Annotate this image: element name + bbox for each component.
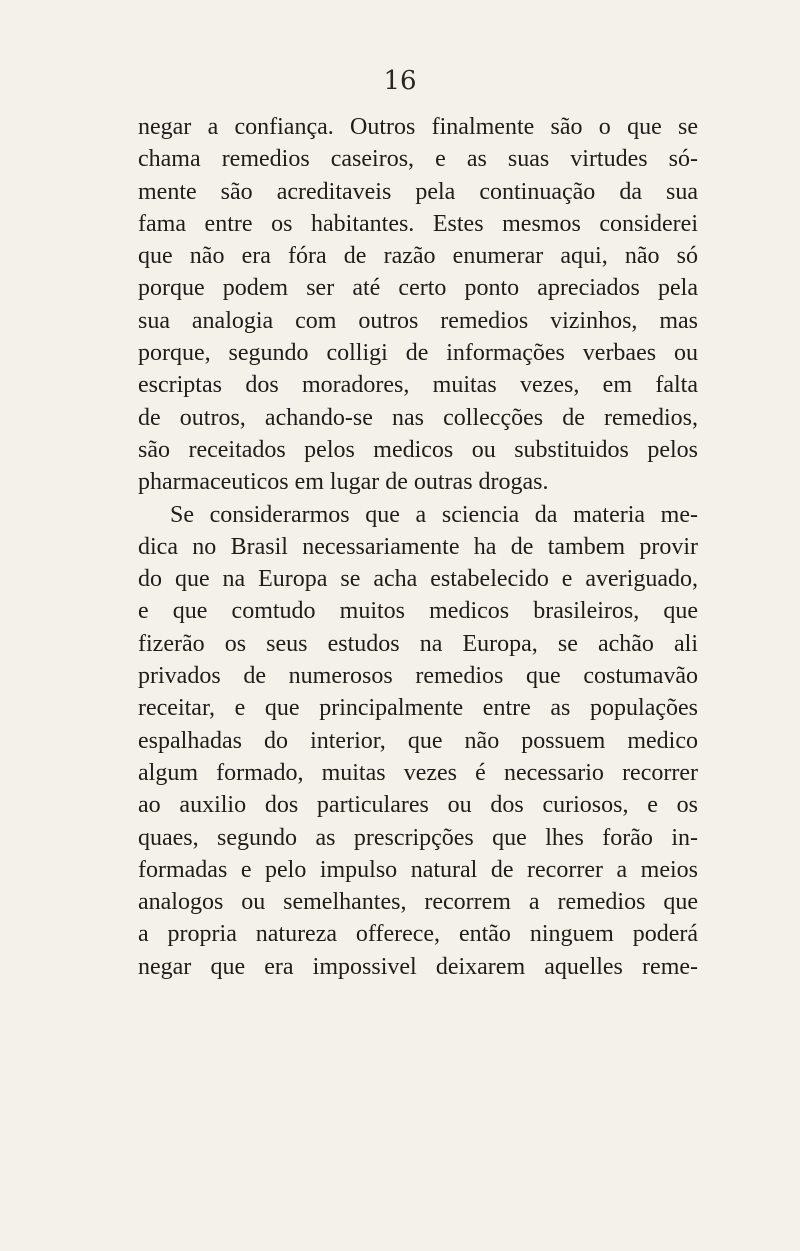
text-line: privados de numerosos remedios que costumavão [138,663,698,690]
text-line: a propria natureza offerece, então ninguem poderá [138,921,698,948]
text-line: do que na Europa se acha estabelecido e averiguado, [138,566,698,593]
text-line: de outros, achando-se nas collecções de remedios, [138,404,698,431]
text-line: mente são acreditaveis pela continuação da sua [138,178,698,205]
text-line: receitar, e que principalmente entre as populações [138,695,698,722]
text-line: sua analogia com outros remedios vizinhos, mas [138,307,698,334]
text-line: fama entre os habitantes. Estes mesmos considerei [138,210,698,237]
text-line: formadas e pelo impulso natural de recorrer a meios [138,856,698,883]
text-line: espalhadas do interior, que não possuem medico [138,727,698,754]
text-line-paragraph-start: Se considerarmos que a sciencia da materia me- [170,501,698,528]
text-line: e que comtudo muitos medicos brasileiros, que [138,598,698,625]
text-line: que não era fóra de razão enumerar aqui, não só [138,243,698,270]
text-line: algum formado, muitas vezes é necessario recorrer [138,759,698,786]
text-line: são receitados pelos medicos ou substituidos pelos [138,436,698,463]
text-line: porque, segundo colligi de informações verbaes ou [138,340,698,367]
page-number: 16 [383,66,417,96]
body-text [138,111,698,983]
text-line: analogos ou semelhantes, recorrem a remedios que [138,889,698,916]
text-line: porque podem ser até certo ponto apreciados pela [138,275,698,302]
text-line: chama remedios caseiros, e as suas virtudes só- [138,146,698,173]
text-line: negar que era impossivel deixarem aquelles reme- [138,953,698,980]
text-line: ao auxilio dos particulares ou dos curiosos, e os [138,792,698,819]
text-line: negar a confiança. Outros finalmente são o que se [138,114,698,140]
text-line-paragraph-end: pharmaceuticos em lugar de outras drogas. [138,469,549,496]
text-line: dica no Brasil necessariamente ha de tambem provir [138,533,698,560]
text-line: quaes, segundo as prescripções que lhes forão in- [138,824,698,851]
text-line: escriptas dos moradores, muitas vezes, em falta [138,372,698,399]
text-line: fizerão os seus estudos na Europa, se achão ali [138,630,698,657]
